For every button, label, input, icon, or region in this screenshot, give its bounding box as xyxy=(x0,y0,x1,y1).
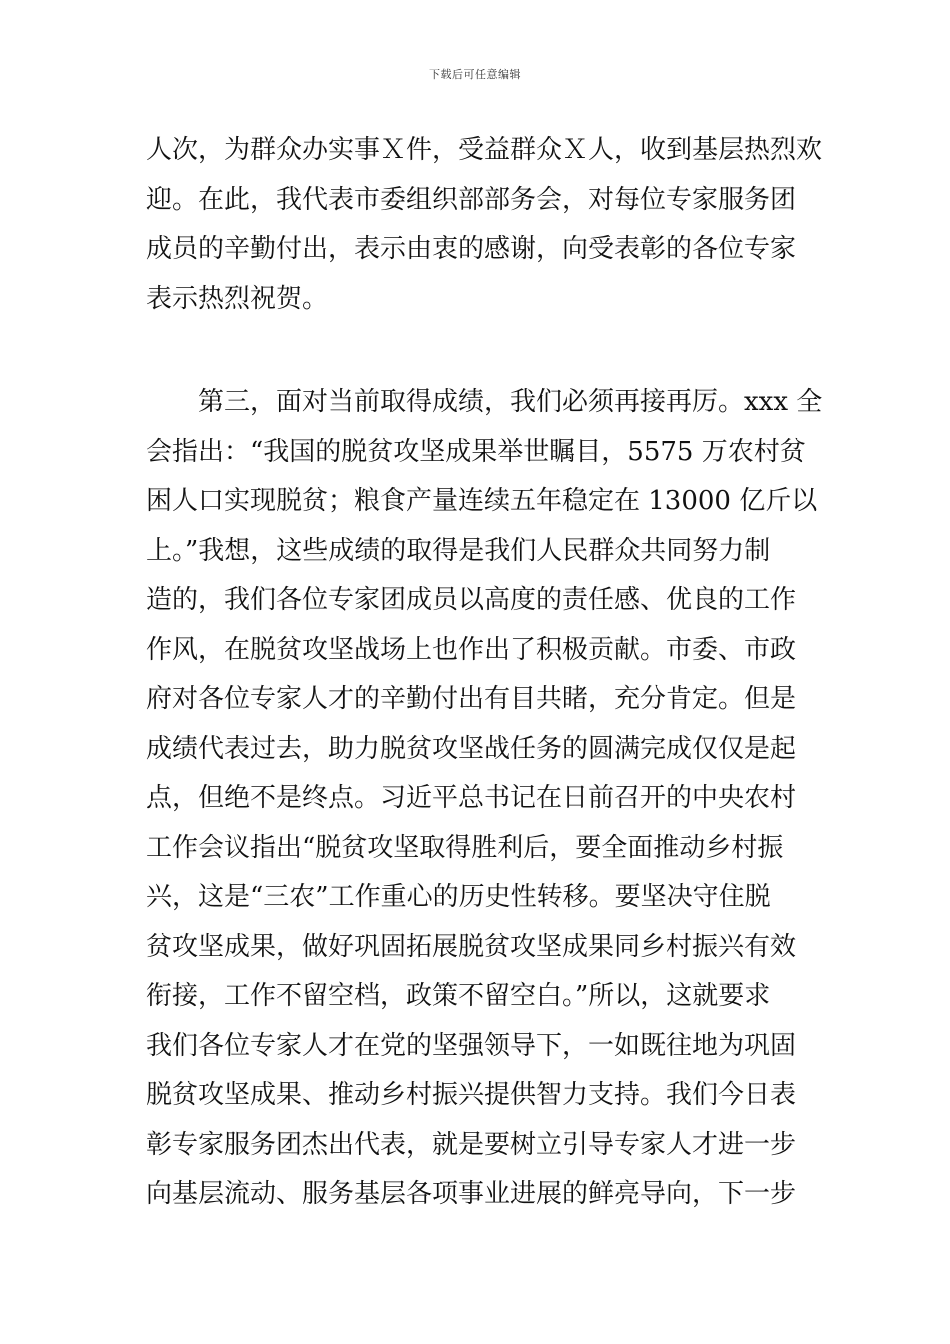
paragraph-line: 上。”我想，这些成绩的取得是我们人民群众共同努力制 xyxy=(146,535,771,566)
paragraph-line: 贫攻坚成果，做好巩固拓展脱贫攻坚成果同乡村振兴有效 xyxy=(146,931,797,962)
page-header: 下载后可任意编辑 xyxy=(429,68,521,81)
paragraph-line: 衔接，工作不留空档，政策不留空白。”所以，这就要求 xyxy=(146,981,771,1011)
paragraph-line: 兴，这是“三农”工作重心的历史性转移。要坚决守住脱 xyxy=(146,882,771,912)
paragraph-line: 成员的辛勤付出，表示由衷的感谢，向受表彰的各位专家 xyxy=(146,234,797,264)
paragraph-line: 迎。在此，我代表市委组织部部务会，对每位专家服务团 xyxy=(146,184,797,215)
paragraph-line: 工作会议指出“脱贫攻坚取得胜利后，要全面推动乡村振 xyxy=(146,832,784,863)
paragraph-line: 作风，在脱贫攻坚战场上也作出了积极贡献。市委、市政 xyxy=(146,634,797,665)
paragraph-2 xyxy=(146,378,823,1220)
paragraph-line: 点，但绝不是终点。习近平总书记在日前召开的中央农村 xyxy=(146,783,797,813)
paragraph-1 xyxy=(146,126,823,324)
paragraph-line: 造的，我们各位专家团成员以高度的责任感、优良的工作 xyxy=(146,585,797,615)
paragraph-line: 向基层流动、服务基层各项事业进展的鲜亮导向，下一步 xyxy=(146,1179,797,1209)
paragraph-line: 表示热烈祝贺。 xyxy=(146,283,329,314)
paragraph-line: 彰专家服务团杰出代表，就是要树立引导专家人才进一步 xyxy=(146,1129,797,1160)
paragraph-line: 第三，面对当前取得成绩，我们必须再接再厉。xxx 全 xyxy=(198,387,823,417)
paragraph-line: 会指出：“我国的脱贫攻坚成果举世瞩目，5575 万农村贫 xyxy=(146,436,806,467)
paragraph-line: 脱贫攻坚成果、推动乡村振兴提供智力支持。我们今日表 xyxy=(146,1080,797,1110)
paragraph-line: 困人口实现脱贫；粮食产量连续五年稳定在 13000 亿斤以 xyxy=(146,486,818,516)
paragraph-line: 我们各位专家人才在党的坚强领导下，一如既往地为巩固 xyxy=(146,1030,797,1061)
paragraph-line: 人次，为群众办实事Ｘ件，受益群众Ｘ人，收到基层热烈欢 xyxy=(146,135,823,165)
paragraph-line: 成绩代表过去，助力脱贫攻坚战任务的圆满完成仅仅是起 xyxy=(146,733,797,764)
paragraph-line: 府对各位专家人才的辛勤付出有目共睹，充分肯定。但是 xyxy=(146,684,797,714)
